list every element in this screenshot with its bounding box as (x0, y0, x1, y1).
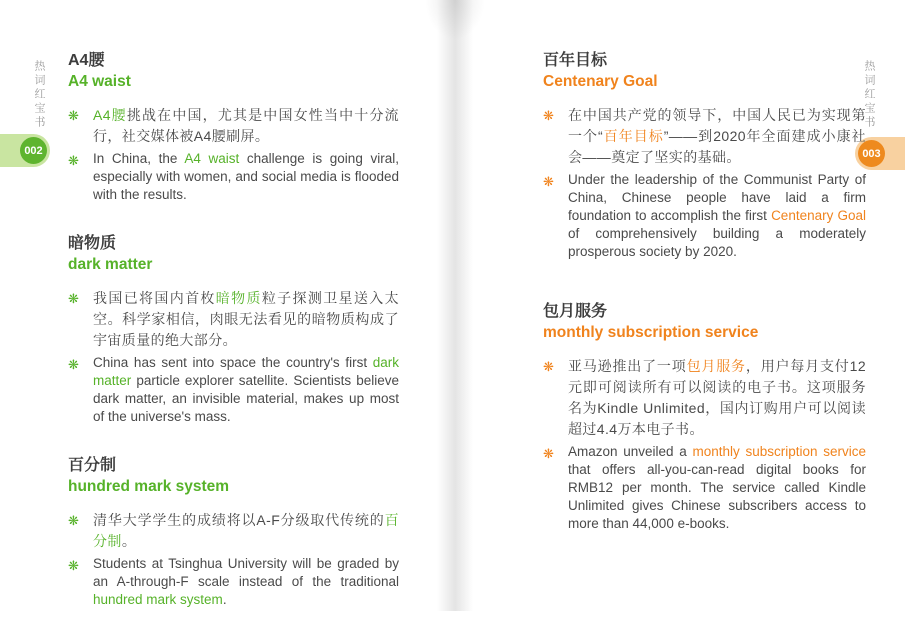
definition-row-chinese (68, 105, 399, 147)
definition-chinese: 我国已将国内首枚暗物质粒子探测卫星送入太空。科学家相信，肉眼无法看见的暗物质构成了宇宙质量的绝大部分。 (93, 290, 400, 348)
book-gutter-top-shadow (425, 0, 485, 40)
entry-dark-matter (68, 233, 399, 426)
term-chinese-heading: 百分制 (68, 457, 117, 474)
term-chinese-heading: 百年目标 (543, 52, 608, 69)
term-english-heading: hundred mark system (68, 478, 230, 495)
definition-row-english (68, 354, 399, 426)
page-number-badge-right: 003 (858, 140, 885, 167)
entry-hundred-mark-system (68, 455, 399, 609)
series-title-vertical-right: 热词红宝书 (863, 60, 875, 130)
definition-chinese: 在中国共产党的领导下，中国人民已为实现第一个“百年目标”——到2020年全面建成小康社会——奠定了坚实的基础。 (568, 107, 866, 165)
definition-row-english (68, 150, 399, 204)
definition-row-english (68, 555, 399, 609)
term-chinese-heading: 包月服务 (543, 303, 608, 320)
clover-bullet-icon: ❋ (68, 291, 79, 306)
clover-bullet-icon: ❋ (543, 174, 554, 189)
clover-bullet-icon: ❋ (543, 108, 554, 123)
clover-bullet-icon: ❋ (543, 359, 554, 374)
clover-bullet-icon: ❋ (68, 513, 79, 528)
definition-row-english (543, 443, 866, 533)
definition-english: In China, the A4 waist challenge is going viral, especially with women, and social media is flooded with the results. (93, 151, 399, 202)
clover-bullet-icon: ❋ (543, 446, 554, 461)
definition-english: China has sent into space the country's first dark matter particle explorer satellite. Scientists believe dark matter, an invisible material, makes up most of the universe's mass. (93, 355, 399, 424)
clover-bullet-icon: ❋ (68, 357, 79, 372)
clover-bullet-icon: ❋ (68, 558, 79, 573)
page-number-badge-left: 002 (20, 137, 47, 164)
page-right-content (543, 50, 866, 562)
term-english-heading: dark matter (68, 256, 153, 273)
book-gutter-shadow (437, 0, 473, 611)
clover-bullet-icon: ❋ (68, 153, 79, 168)
definition-row-chinese (68, 510, 399, 552)
definition-row-chinese (543, 105, 866, 168)
entry-a4-waist (68, 50, 399, 204)
definition-chinese: 亚马逊推出了一项包月服务，用户每月支付12元即可阅读所有可以阅读的电子书。这项服务名为Kindle Unlimited，国内订购用户可以阅读超过4.4万本电子书。 (568, 358, 866, 437)
page-left-content (68, 50, 399, 638)
definition-row-english (543, 171, 866, 261)
definition-english: Amazon unveiled a monthly subscription service that offers all-you-can-read digital books for RMB12 per month. The service called Kindle Unlimited gives Chinese subscribers access to more than 44,000 e-books. (568, 444, 866, 531)
definition-english: Students at Tsinghua University will be graded by an A-through-F scale instead of the traditional hundred mark system. (93, 556, 399, 607)
term-english-heading: A4 waist (68, 73, 131, 90)
clover-bullet-icon: ❋ (68, 108, 79, 123)
page-tab-left (0, 134, 50, 167)
term-english-heading: monthly subscription service (543, 324, 759, 341)
definition-row-chinese (68, 288, 399, 351)
term-chinese-heading: 暗物质 (68, 235, 117, 252)
definition-row-chinese (543, 356, 866, 440)
definition-english: Under the leadership of the Communist Party of China, Chinese people have laid a firm foundation to accomplish the first Centenary Goal of comprehensively building a moderately prosperous society by 2020. (568, 172, 867, 259)
term-chinese-heading: A4腰 (68, 52, 105, 69)
definition-chinese: 清华大学学生的成绩将以A-F分级取代传统的百分制。 (93, 512, 399, 549)
entry-centenary-goal (543, 50, 866, 261)
definition-chinese: A4腰挑战在中国，尤其是中国女性当中十分流行，社交媒体被A4腰刷屏。 (93, 107, 400, 144)
term-english-heading: Centenary Goal (543, 73, 658, 90)
series-title-vertical-left: 热词红宝书 (33, 60, 45, 130)
entry-monthly-subscription-service (543, 301, 866, 533)
